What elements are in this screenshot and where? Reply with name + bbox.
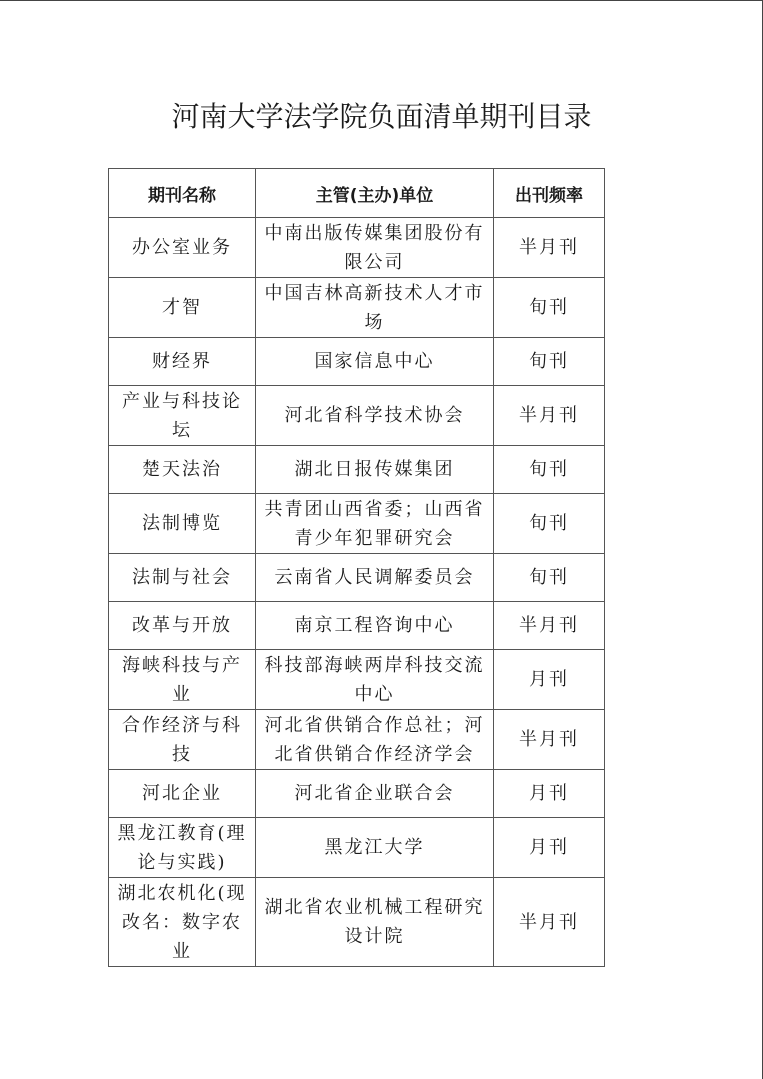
frequency-cell: 半月刊	[494, 602, 605, 650]
sponsor-cell: 中南出版传媒集团股份有限公司	[256, 218, 494, 278]
sponsor-cell: 中国吉林高新技术人才市场	[256, 278, 494, 338]
journal-catalog-table	[108, 168, 605, 967]
journal-name-cell: 法制与社会	[109, 554, 256, 602]
sponsor-cell: 河北省科学技术协会	[256, 386, 494, 446]
frequency-cell: 旬刊	[494, 278, 605, 338]
table-row	[109, 770, 605, 818]
sponsor-cell: 河北省供销合作总社；河北省供销合作经济学会	[256, 710, 494, 770]
frequency-cell: 月刊	[494, 770, 605, 818]
table-row	[109, 818, 605, 878]
page-title: 河南大学法学院负面清单期刊目录	[171, 99, 592, 133]
journal-name-cell: 才智	[109, 278, 256, 338]
frequency-cell: 旬刊	[494, 554, 605, 602]
frequency-cell: 旬刊	[494, 494, 605, 554]
header-sponsor: 主管(主办)单位	[256, 169, 494, 218]
frequency-cell: 半月刊	[494, 710, 605, 770]
frequency-cell: 月刊	[494, 818, 605, 878]
journal-name-cell: 海峡科技与产业	[109, 650, 256, 710]
frequency-cell: 半月刊	[494, 386, 605, 446]
sponsor-cell: 云南省人民调解委员会	[256, 554, 494, 602]
sponsor-cell: 湖北省农业机械工程研究设计院	[256, 878, 494, 967]
sponsor-cell: 河北省企业联合会	[256, 770, 494, 818]
journal-name-cell: 合作经济与科技	[109, 710, 256, 770]
table-row	[109, 338, 605, 386]
frequency-cell: 旬刊	[494, 446, 605, 494]
header-frequency: 出刊频率	[494, 169, 605, 218]
frequency-cell: 旬刊	[494, 338, 605, 386]
frequency-cell: 月刊	[494, 650, 605, 710]
table-row	[109, 278, 605, 338]
table-row	[109, 446, 605, 494]
journal-name-cell: 产业与科技论坛	[109, 386, 256, 446]
table-row	[109, 554, 605, 602]
sponsor-cell: 湖北日报传媒集团	[256, 446, 494, 494]
table-row	[109, 386, 605, 446]
sponsor-cell: 黑龙江大学	[256, 818, 494, 878]
header-journal-name: 期刊名称	[109, 169, 256, 218]
sponsor-cell: 南京工程咨询中心	[256, 602, 494, 650]
journal-name-cell: 财经界	[109, 338, 256, 386]
table-row	[109, 494, 605, 554]
frequency-cell: 半月刊	[494, 218, 605, 278]
table-row	[109, 878, 605, 967]
table-header-row	[109, 169, 605, 218]
journal-name-cell: 改革与开放	[109, 602, 256, 650]
journal-name-cell: 河北企业	[109, 770, 256, 818]
sponsor-cell: 国家信息中心	[256, 338, 494, 386]
table-row	[109, 710, 605, 770]
table-row	[109, 602, 605, 650]
table-row	[109, 218, 605, 278]
table-row	[109, 650, 605, 710]
journal-name-cell: 湖北农机化(现改名：数字农业	[109, 878, 256, 967]
frequency-cell: 半月刊	[494, 878, 605, 967]
journal-name-cell: 楚天法治	[109, 446, 256, 494]
journal-name-cell: 办公室业务	[109, 218, 256, 278]
journal-name-cell: 法制博览	[109, 494, 256, 554]
journal-name-cell: 黑龙江教育(理论与实践)	[109, 818, 256, 878]
sponsor-cell: 科技部海峡两岸科技交流中心	[256, 650, 494, 710]
sponsor-cell: 共青团山西省委；山西省青少年犯罪研究会	[256, 494, 494, 554]
